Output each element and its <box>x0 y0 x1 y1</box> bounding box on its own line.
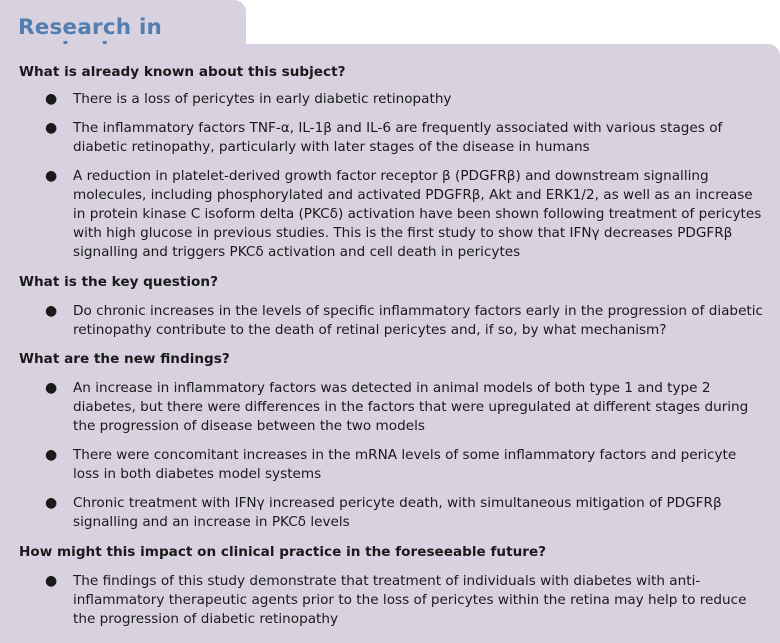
list-item-text: The inflammatory factors TNF-α, IL-1β and IL-6 are frequently associated with various stages of diabetic retinopathy, particularly with later stages of the disease in humans <box>73 120 723 155</box>
bullet-icon: ● <box>45 495 58 511</box>
list-item-text: There is a loss of pericytes in early diabetic retinopathy <box>73 91 452 107</box>
bullet-icon: ● <box>45 168 58 184</box>
section-heading: What is the key question? <box>19 274 218 290</box>
list-item-text: Chronic treatment with IFNγ increased pericyte death, with simultaneous mitigation of PDGFRβ signalling and an increase in PKCδ levels <box>73 495 722 530</box>
bullet-icon: ● <box>45 91 58 107</box>
list-item-text: There were concomitant increases in the mRNA levels of some inflammatory factors and pericyte loss in both diabetes model systems <box>73 447 737 482</box>
section-heading: What is already known about this subject? <box>19 64 346 80</box>
bullet-icon: ● <box>45 573 58 589</box>
section-heading: How might this impact on clinical practice in the foreseeable future? <box>19 544 547 560</box>
list-item-text: The findings of this study demonstrate that treatment of individuals with diabetes with anti-inflammatory therapeutic agents prior to the loss of pericytes within the retina may help to reduce the progression of diabetic retinopathy <box>73 573 747 627</box>
title-tab <box>0 0 246 44</box>
bullet-icon: ● <box>45 380 58 396</box>
box-title: Research in <box>18 15 163 40</box>
bullet-icon: ● <box>45 303 58 319</box>
section-heading: What are the new findings? <box>19 351 230 367</box>
bullet-icon: ● <box>45 447 58 463</box>
list-item-text: An increase in inflammatory factors was detected in animal models of both type 1 and type 2 diabetes, but there were differences in the factors that were upregulated at different stages during the progression of disease between the two models <box>73 380 749 434</box>
bullet-icon: ● <box>45 120 58 136</box>
list-item-text: Do chronic increases in the levels of specific inflammatory factors early in the progression of diabetic retinopathy contribute to the death of retinal pericytes and, if so, by what mechanism? <box>73 303 764 338</box>
list-item-text: A reduction in platelet-derived growth factor receptor β (PDGFRβ) and downstream signalling molecules, including phosphorylated and activated PDGFRβ, Akt and ERK1/2, as well as an increase in protein kinase C isoform delta (PKCδ) activation have been shown following treatment of pericytes with high glucose in previous studies. This is the first study to show that IFNγ decreases PDGFRβ signalling and triggers PKCδ activation and cell death in pericytes <box>73 168 762 260</box>
